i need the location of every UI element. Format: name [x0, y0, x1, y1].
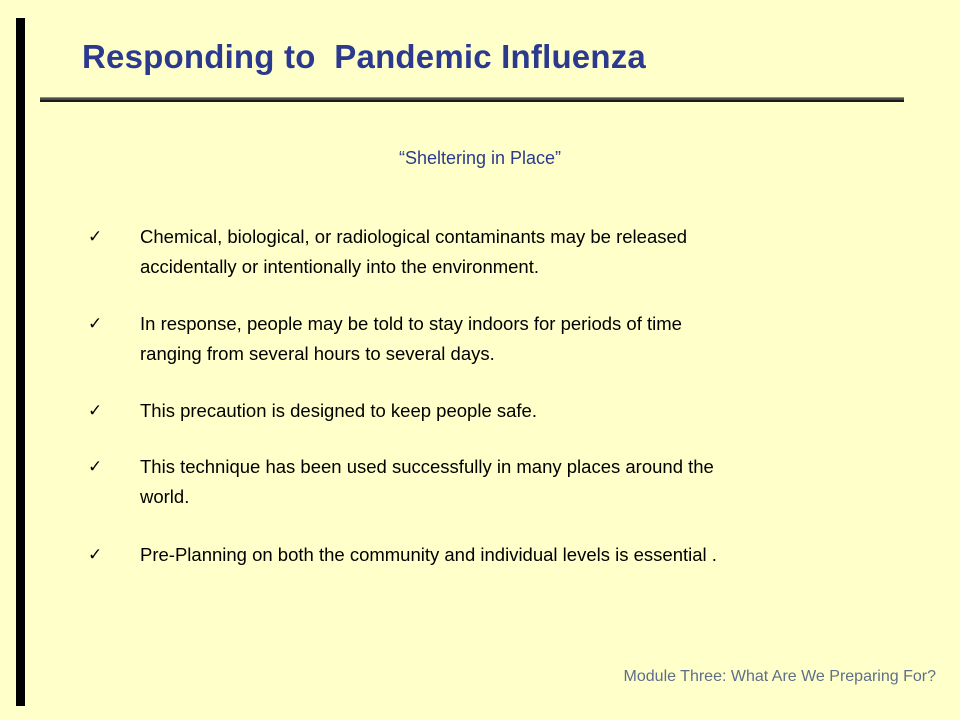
bullet-line: Chemical, biological, or radiological contaminants may be released: [140, 226, 688, 247]
checkmark-icon: ✓: [88, 227, 103, 246]
bullet-line: This precaution is designed to keep people safe.: [140, 400, 537, 421]
bullet-text: [140, 396, 890, 426]
slide-footer: Module Three: What Are We Preparing For?: [623, 668, 936, 685]
bullet-line: This technique has been used successfully in many places around the: [140, 456, 714, 477]
bullet-line: In response, people may be told to stay indoors for periods of time: [140, 313, 682, 334]
bullet-line: Pre-Planning on both the community and individual levels is essential .: [140, 544, 717, 565]
title-divider: [40, 97, 904, 102]
bullet-line: ranging from several hours to several days.: [140, 343, 495, 364]
checkmark-icon: ✓: [88, 457, 103, 476]
slide-title: Responding to Pandemic Influenza: [82, 38, 646, 75]
checkmark-icon: ✓: [88, 314, 103, 333]
bullet-text: [140, 309, 890, 369]
slide-subtitle: “Sheltering in Place”: [398, 148, 562, 168]
bullet-line: accidentally or intentionally into the environment.: [140, 256, 540, 277]
bullet-text: [140, 222, 890, 282]
bullet-text: [140, 540, 890, 570]
bullet-line: world.: [140, 486, 190, 507]
checkmark-icon: ✓: [88, 401, 103, 420]
bullet-text: [140, 452, 890, 512]
checkmark-icon: ✓: [88, 545, 103, 564]
left-accent-bar: [16, 18, 25, 706]
